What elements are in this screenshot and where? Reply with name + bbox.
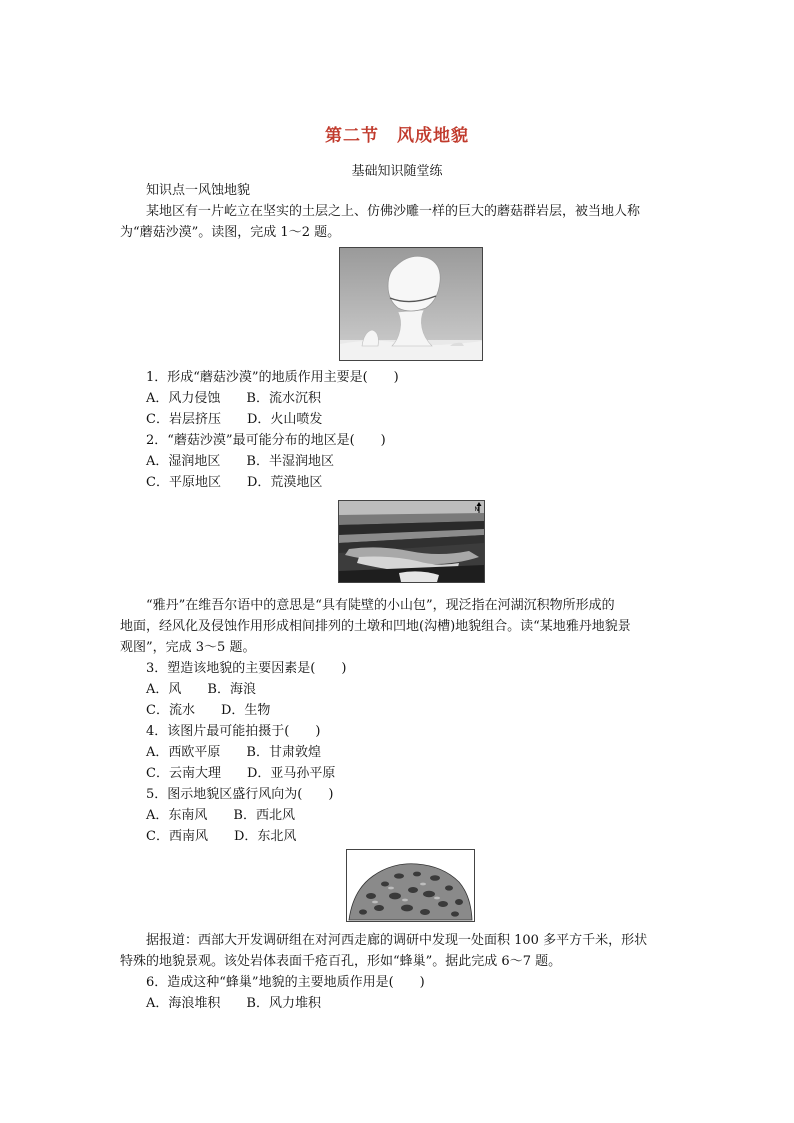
mushroom-rock-photo xyxy=(339,247,483,361)
yardang-text-line-3: 观图”，完成 3～5 题。 xyxy=(120,640,256,655)
question-1-options-cd: C．岩层挤压 D．火山喷发 xyxy=(146,412,323,427)
question-1-options-ab: A．风力侵蚀 B．流水沉积 xyxy=(146,391,321,406)
question-5-options-ab: A．东南风 B．西北风 xyxy=(146,808,295,823)
question-5-stem: 5．图示地貌区盛行风向为( ) xyxy=(146,787,334,802)
question-1-stem: 1．形成“蘑菇沙漠”的地质作用主要是( ) xyxy=(146,370,399,385)
report-text-line-1: 据报道：西部大开发调研组在对河西走廊的调研中发现一处面积 100 多平方千米，形状 xyxy=(146,933,648,948)
question-5-options-cd: C．西南风 D．东北风 xyxy=(146,829,297,844)
yardang-text-line-1: “雅丹”在维吾尔语中的意思是“具有陡壁的小山包”，现泛指在河湖沉积物所形成的 xyxy=(146,598,615,613)
question-3-stem: 3．塑造该地貌的主要因素是( ) xyxy=(146,661,347,676)
honeycomb-rock-photo xyxy=(346,849,475,922)
page-subtitle: 基础知识随堂练 xyxy=(351,164,443,179)
question-4-options-cd: C．云南大理 D．亚马孙平原 xyxy=(146,766,336,781)
question-4-options-ab: A．西欧平原 B．甘肃敦煌 xyxy=(146,745,321,760)
question-3-options-ab: A．风 B．海浪 xyxy=(146,682,256,697)
intro-text-line-1: 某地区有一片屹立在坚实的土层之上、仿佛沙雕一样的巨大的蘑菇群岩层，被当地人称 xyxy=(146,204,641,219)
question-2-stem: 2．“蘑菇沙漠”最可能分布的地区是( ) xyxy=(146,433,386,448)
section-heading: 知识点一风蚀地貌 xyxy=(146,183,251,198)
question-2-options-ab: A．湿润地区 B．半湿润地区 xyxy=(146,454,334,469)
question-6-options-ab: A．海浪堆积 B．风力堆积 xyxy=(146,996,321,1011)
question-6-stem: 6．造成这种“蜂巢”地貌的主要地质作用是( ) xyxy=(146,975,425,990)
yardang-landscape-photo xyxy=(338,500,485,583)
yardang-text-line-2: 地面，经风化及侵蚀作用形成相间排列的土墩和凹地(沟槽)地貌组合。读“某地雅丹地貌景 xyxy=(120,619,631,634)
page-title: 第二节 风成地貌 xyxy=(325,126,469,146)
question-4-stem: 4．该图片最可能拍摄于( ) xyxy=(146,724,321,739)
question-3-options-cd: C．流水 D．生物 xyxy=(146,703,271,718)
intro-text-line-2: 为“蘑菇沙漠”。读图，完成 1～2 题。 xyxy=(120,225,341,240)
question-2-options-cd: C．平原地区 D．荒漠地区 xyxy=(146,475,323,490)
north-arrow-label: N xyxy=(474,506,479,513)
report-text-line-2: 特殊的地貌景观。该处岩体表面千疮百孔，形如“蜂巢”。据此完成 6～7 题。 xyxy=(120,954,562,969)
